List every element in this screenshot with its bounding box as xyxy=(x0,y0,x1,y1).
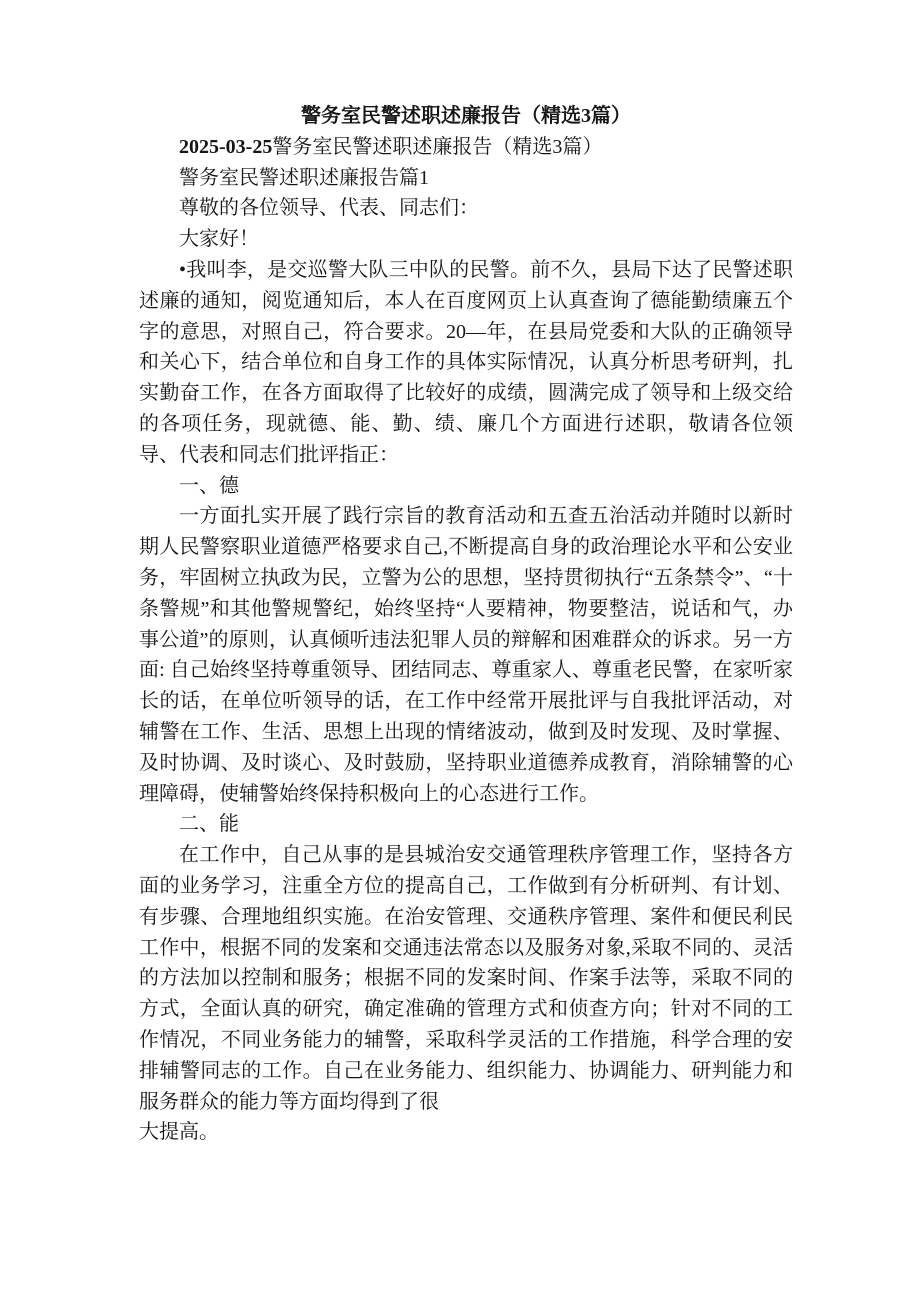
date-line xyxy=(139,132,793,163)
paragraph: •我叫李，是交巡警大队三中队的民警。前不久，县局下达了民警述职述廉的通知，阅览通知后，本人在百度网页上认真查询了德能勤绩廉五个字的意思，对照自己，符合要求。20—年，在县局党委和大队的正确领导和关心下，结合单位和自身工作的具体实际情况，认真分析思考研判，扎实勤奋工作，在各方面取得了比较好的成绩，圆满完成了领导和上级交给的各项任务，现就德、能、勤、绩、廉几个方面进行述职，敬请各位领导、代表和同志们批评指正： xyxy=(139,258,793,466)
paragraph: 二、能 xyxy=(179,813,239,836)
paragraph: 尊敬的各位领导、代表、同志们： xyxy=(179,197,479,220)
document-content xyxy=(139,101,793,1148)
paragraph: 一方面扎实开展了践行宗旨的教育活动和五查五治活动并随时以新时期人民警察职业道德严格要求自己,不断提高自身的政治理论水平和公安业务，牢固树立执政为民，立警为公的思想，坚持贯彻执行“五条禁令”、“十条警规”和其他警规警纪，始终坚持“人要精神，物要整洁，说话和气，办事公道”的原则，认真倾听违法犯罪人员的辩解和困难群众的诉求。另一方面: 自己始终坚持尊重领导、团结同志、尊重家人、尊重老民警，在家听家长的话，在单位听领导的话，在工作中经常开展批评与自我批评活动，对辅警在工作、生活、思想上出现的情绪波动，做到及时发现、及时掌握、及时协调、及时谈心、及时鼓励，坚持职业道德养成教育，消除辅警的心理障碍，使辅警始终保持积极向上的心态进行工作。 xyxy=(139,505,793,805)
paragraph: 警务室民警述职述廉报告篇1 xyxy=(179,166,429,189)
paragraph: 一、德 xyxy=(179,474,239,497)
paragraph: 大家好！ xyxy=(179,228,259,251)
paragraph: 大提高。 xyxy=(139,1121,219,1144)
paragraph: 在工作中，自己从事的是县城治安交通管理秩序管理工作，坚持各方面的业务学习，注重全方位的提高自己，工作做到有分析研判、有计划、有步骤、合理地组织实施。在治安管理、交通秩序管理、案件和便民利民工作中，根据不同的发案和交通违法常态以及服务对象,采取不同的、灵活的方法加以控制和服务；根据不同的发案时间、作案手法等，采取不同的方式，全面认真的研究，确定准确的管理方式和侦查方向；针对不同的工作情况，不同业务能力的辅警，采取科学灵活的工作措施，科学合理的安排辅警同志的工作。自己在业务能力、组织能力、协调能力、研判能力和服务群众的能力等方面均得到了很 xyxy=(139,844,793,1113)
document-title: 警务室民警述职述廉报告（精选3篇） xyxy=(301,105,631,127)
date-text: 2025-03-25 xyxy=(179,135,273,158)
date-line-title: 警务室民警述职述廉报告（精选3篇） xyxy=(272,135,603,158)
